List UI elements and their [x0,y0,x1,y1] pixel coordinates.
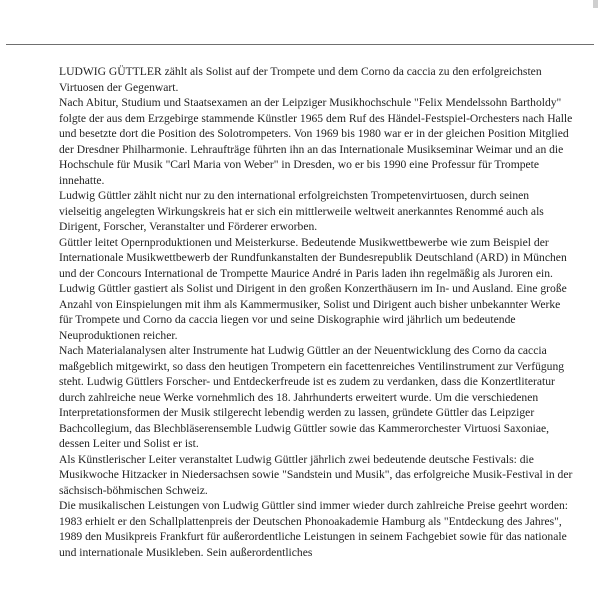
paragraph-awards: Die musikalischen Leistungen von Ludwig Güttler sind immer wieder durch zahlreiche Preise geehrt worden: 1983 erhielt er den Schallplattenpreis der Deutschen Phonoakademie Hamburg als "Entdeckung des Jahres", 1989 den Musikpreis Frankfurt für außerordentliche Leistungen in seinem Fachgebiet sowie für das nationale und internationale Musikleben. Sein außerordentliches [59,499,569,559]
top-divider [6,44,594,45]
paragraph-research: Nach Materialanalysen alter Instrumente hat Ludwig Güttler an der Neuentwicklung des Corno da caccia maßgeblich mitgewirkt, so dass den heutigen Trompetern ein facettenreiches Ventilinstrument zur Verfügung steht. Ludwig Güttlers Forscher- und Entdeckerfreude ist es zudem zu verdanken, dass die Konzertliteratur durch zahlreiche neue Werke vornehmlich des 18. Jahrhunderts erweitert wurde. Um die verschiedenen Interpretationsformen der Musik stilgerecht lebendig werden zu lassen, gründete Güttler das Leipziger Bachcollegium, das Blechbläserensemble Ludwig Güttler sowie das Kammerorchester Virtuosi Saxoniae, dessen Leiter und Solist er ist. [59,344,565,450]
paragraph-productions: Güttler leitet Opernproduktionen und Meisterkurse. Bedeutende Musikwettbewerbe wie zum Beispiel der Internationale Musikwettbewerb der Rundfunkanstalten der Bundesrepublik Deutschland (ARD) in München und der Concours International de Trompette Maurice André in Paris laden ihn regelmäßig als Juroren ein. [59,235,567,280]
paragraph-education: Nach Abitur, Studium und Staatsexamen an der Leipziger Musikhochschule "Felix Mendelssohn Bartholdy" folgte der aus dem Erzgebirge stammende Künstler 1965 dem Ruf des Händel-Festspiel-Orchesters nach Halle und besetzte dort die Position des Solotrompeters. Von 1969 bis 1980 war er in der gleichen Position Mitglied der Dresdner Philharmonie. Lehraufträge führten ihn an das Internationale Musikseminar Weimar und an die Hochschule für Musik "Carl Maria von Weber" in Dresden, wo er bis 1990 eine Professur für Trompete innehatte. [59,96,573,187]
corner-mark [593,0,598,8]
paragraph-renown: Ludwig Güttler zählt nicht nur zu den international erfolgreichsten Trompetenvirtuosen, durch seinen vielseitig angelegten Wirkungskreis hat er sich ein mittlerweile weltweit anerkanntes Renommé auch als Dirigent, Forscher, Veranstalter und Förderer erworben. [59,189,544,233]
paragraph-festivals: Als Künstlerischer Leiter veranstaltet Ludwig Güttler jährlich zwei bedeutende deutsche Festivals: die Musikwoche Hitzacker in Niedersachsen sowie "Sandstein und Musik", das erfolgreiche Musik-Festival in der sächsisch-böhmischen Schweiz. [59,452,573,497]
biography-text [59,64,573,560]
paragraph-concerts: Ludwig Güttler gastiert als Solist und Dirigent in den großen Konzerthäusern im In- und Ausland. Eine große Anzahl von Einspielungen mit ihm als Kammermusiker, Solist und Dirigent auch bisher unbekannter Werke für Trompete und Corno da caccia liegen vor und seine Diskographie wird jährlich um bedeutende Neuproduktionen reicher. [59,282,567,342]
paragraph-intro: LUDWIG GÜTTLER zählt als Solist auf der Trompete und dem Corno da caccia zu den erfolgreichsten Virtuosen der Gegenwart. [59,65,542,94]
